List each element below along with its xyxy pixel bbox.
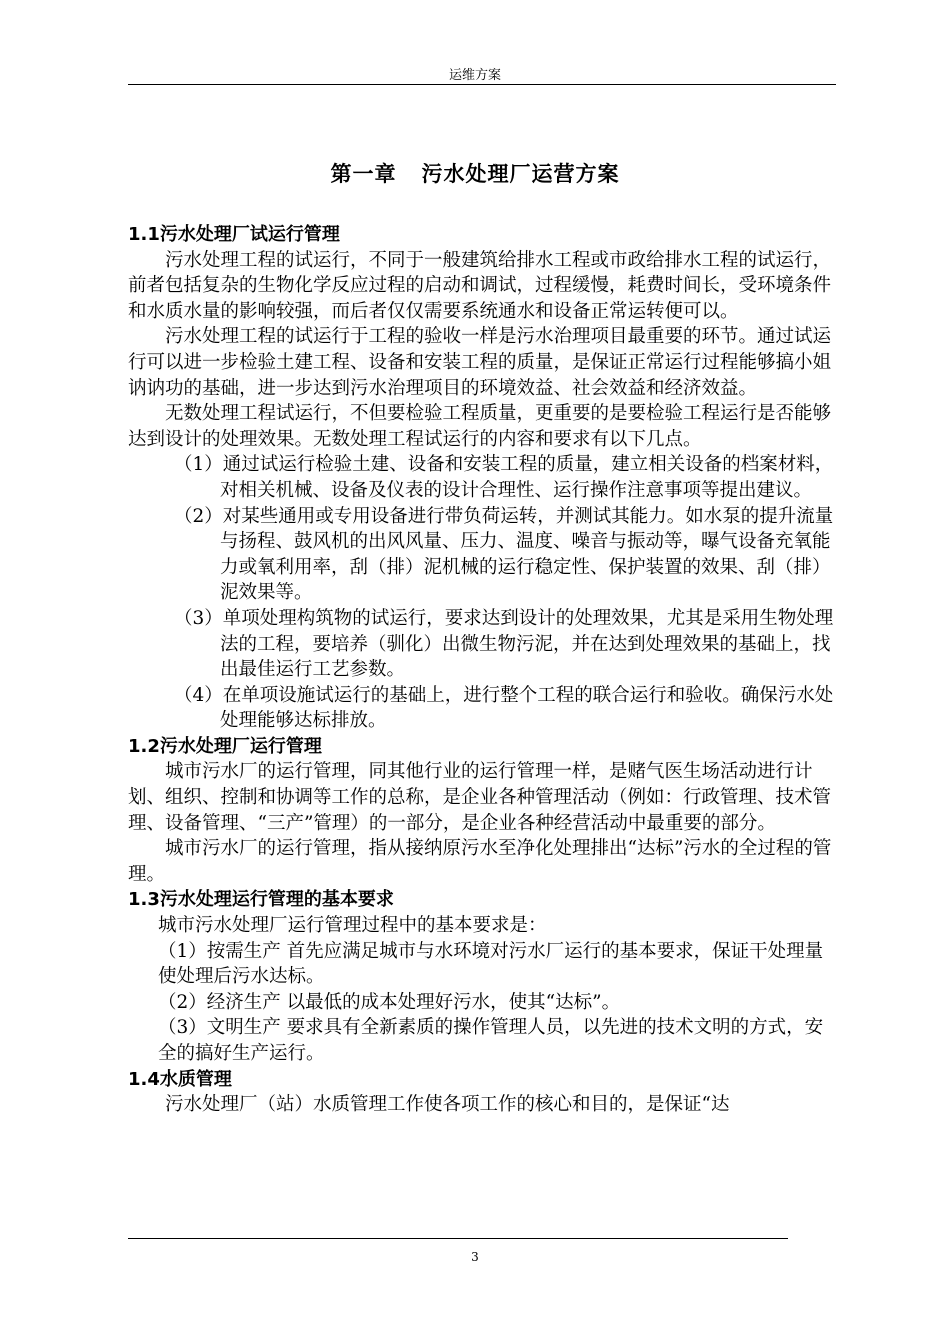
list-item: （1）通过试运行检验土建、设备和安装工程的质量，建立相关设备的档案材料，对相关机械、设备及仪表的设计合理性、运行操作注意事项等提出建议。 (174, 454, 834, 501)
paragraph: 污水处理工程的试运行，不同于一般建筑给排水工程或市政给排水工程的试运行，前者包括复杂的生物化学反应过程的启动和调试，过程缓慢，耗费时间长，受环境条件和水质水量的影响较强，而后者仅仅需要系统通水和设备正常运转便可以。 (128, 249, 832, 322)
chapter-title: 第一章 污水处理厂运营方案 (330, 162, 620, 186)
header-rule (128, 84, 836, 85)
section-heading-1-3: 1.3污水处理运行管理的基本要求 (128, 889, 394, 911)
page-number: 3 (471, 1250, 479, 1264)
requirement-item: （1）按需生产 首先应满足城市与水环境对污水厂运行的基本要求，保证干处理量使处理后污水达标。 (158, 940, 824, 988)
paragraph: 城市污水厂的运行管理，同其他行业的运行管理一样，是赌气医生场活动进行计划、组织、控制和协调等工作的总称，是企业各种管理活动（例如：行政管理、技术管理、设备管理、“三产”管理）的一部分，是企业各种经营活动中最重要的部分。 (128, 761, 832, 834)
document-body (128, 222, 838, 1118)
running-header: 运维方案 (448, 68, 501, 83)
list-item: （3）单项处理构筑物的试运行，要求达到设计的处理效果，尤其是采用生物处理法的工程，要培养（驯化）出微生物污泥，并在达到处理效果的基础上，找出最佳运行工艺参数。 (174, 607, 834, 681)
footer-rule (128, 1238, 788, 1239)
list-item: （2）对某些通用或专用设备进行带负荷运转，并测试其能力。如水泵的提升流量与扬程、鼓风机的出风风量、压力、温度、噪音与振动等，曝气设备充氧能力或氧利用率，刮（排）泥机械的运行稳定性、保护装置的效果、刮（排）泥效果等。 (174, 505, 834, 604)
section-heading-1-4: 1.4水质管理 (128, 1068, 232, 1090)
paragraph: 污水处理工程的试运行于工程的验收一样是污水治理项目最重要的环节。通过试运行可以进一步检验土建工程、设备和安装工程的质量，是保证正常运行过程能够搞小姐讷讷功的基础，进一步达到污水治理项目的环境效益、社会效益和经济效益。 (128, 326, 832, 399)
list-item: （4）在单项设施试运行的基础上，进行整个工程的联合运行和验收。确保污水处处理能够达标排放。 (174, 684, 834, 732)
requirement-item: （3）文明生产 要求具有全新素质的操作管理人员，以先进的技术文明的方式，安全的搞好生产运行。 (158, 1017, 824, 1064)
section-heading-1-1: 1.1污水处理厂试运行管理 (128, 224, 340, 245)
requirements-intro: 城市污水处理厂运行管理过程中的基本要求是： (158, 915, 547, 937)
requirement-item: （2）经济生产 以最低的成本处理好污水，使其“达标”。 (158, 991, 621, 1013)
section-heading-1-2: 1.2污水处理厂运行管理 (128, 735, 322, 757)
paragraph: 城市污水厂的运行管理，指从接纳原污水至净化处理排出“达标”污水的全过程的管理。 (128, 838, 832, 885)
paragraph: 污水处理厂（站）水质管理工作使各项工作的核心和目的，是保证“达 (165, 1094, 730, 1116)
paragraph: 无数处理工程试运行，不但要检验工程质量，更重要的是要检验工程运行是否能够达到设计的处理效果。无数处理工程试运行的内容和要求有以下几点。 (128, 403, 832, 450)
